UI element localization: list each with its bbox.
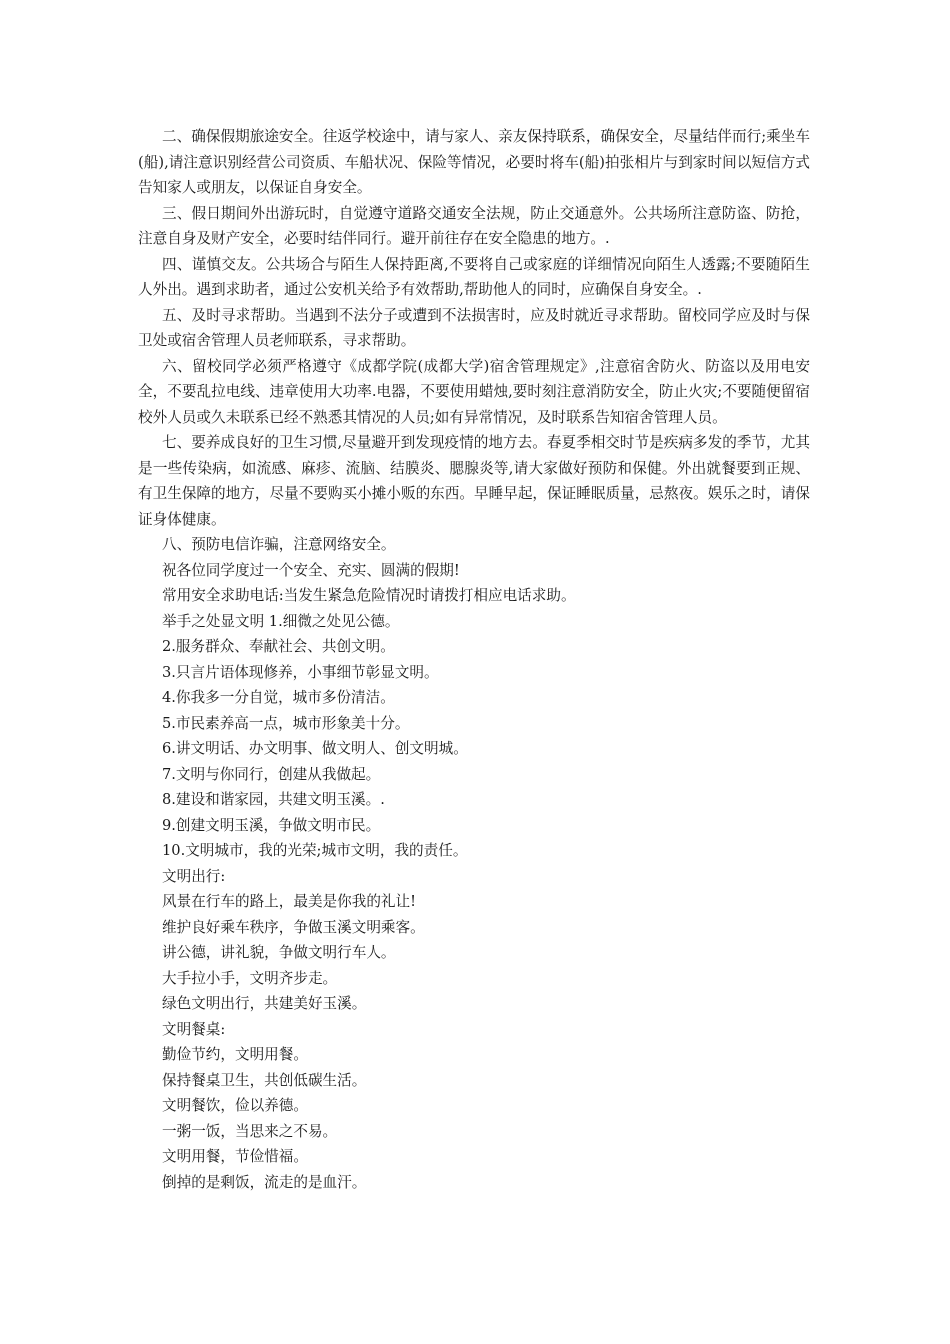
text-line: 5.市民素养高一点，城市形象美十分。: [162, 714, 410, 732]
text-line: 10.文明城市，我的光荣;城市文明，我的责任。: [162, 842, 468, 859]
document-body: [138, 124, 810, 1195]
text-line: 文明用餐，节俭惜福。: [162, 1148, 308, 1165]
paragraph-hygiene: 七、要养成良好的卫生习惯,尽量避开到发现疫情的地方去。春夏季相交时节是疾病多发的季节，尤其是一些传染病，如流感、麻疹、流脑、结膜炎、腮腺炎等,请大家做好预防和保健。外出就餐要到正规、有卫生保障的地方，尽量不要购买小摊小贩的东西。早睡早起，保证睡眠质量，忌熬夜。娱乐之时，请保证身体健康。: [138, 434, 810, 528]
text-line: 风景在行车的路上，最美是你我的礼让!: [162, 893, 416, 910]
text-line: 6.讲文明话、办文明事、做文明人、创文明城。: [162, 740, 468, 757]
text-line: 常用安全求助电话:当发生紧急危险情况时请拨打相应电话求助。: [162, 587, 576, 604]
text-line: 7.文明与你同行，创建从我做起。: [162, 765, 381, 783]
paragraph-dorm-rules: 六、留校同学必须严格遵守《成都学院(成都大学)宿舍管理规定》,注意宿舍防火、防盗以及用电安全，不要乱拉电线、违章使用大功率.电器，不要使用蜡烛,要时刻注意消防安全，防止火灾;不要随便留宿校外人员或久未联系已经不熟悉其情况的人员;如有异常情况，及时联系告知宿舍管理人员。: [138, 357, 810, 426]
text-line: 2.服务群众、奉献社会、共创文明。: [162, 638, 395, 655]
text-line: 讲公德，讲礼貌，争做文明行车人。: [162, 944, 396, 961]
paragraph-outing-safety: 三、假日期间外出游玩时，自觉遵守道路交通安全法规，防止交通意外。公共场所注意防盗、防抢，注意自身及财产安全，必要时结伴同行。避开前往存在安全隐患的地方。.: [138, 204, 810, 247]
text-line: 文明餐饮，俭以养德。: [162, 1097, 308, 1114]
paragraph-travel-safety: 二、确保假期旅途安全。往返学校途中，请与家人、亲友保持联系，确保安全，尽量结伴而行;乘坐车(船),请注意识别经营公司资质、车船状况、保险等情况，必要时将车(船)拍张相片与到家时间以短信方式告知家人或朋友，以保证自身安全。: [138, 128, 810, 196]
text-line: 3.只言片语体现修养，小事细节彰显文明。: [162, 663, 439, 681]
text-line: 八、预防电信诈骗，注意网络安全。: [162, 536, 396, 553]
text-line: 8.建设和谐家园，共建文明玉溪。.: [162, 791, 385, 808]
section-heading: 文明餐桌:: [162, 1020, 226, 1038]
text-line: 大手拉小手，文明齐步走。: [162, 969, 338, 987]
text-line: 绿色文明出行，共建美好玉溪。: [162, 995, 367, 1012]
section-heading: 文明出行:: [162, 867, 226, 885]
text-line: 祝各位同学度过一个安全、充实、圆满的假期!: [162, 561, 460, 579]
text-line: 举手之处显文明 1.细微之处见公德。: [162, 612, 400, 630]
text-line: 勤俭节约，文明用餐。: [162, 1046, 308, 1063]
paragraph-careful-friendship: 四、谨慎交友。公共场合与陌生人保持距离,不要将自己或家庭的详细情况向陌生人透露;不要随陌生人外出。遇到求助者，通过公安机关给予有效帮助,帮助他人的同时，应确保自身安全。.: [138, 255, 810, 298]
text-line: 保持餐桌卫生，共创低碳生活。: [162, 1071, 367, 1089]
text-line: 维护良好乘车秩序，争做玉溪文明乘客。: [162, 918, 425, 936]
text-line: 4.你我多一分自觉，城市多份清洁。: [162, 689, 395, 706]
paragraph-seek-help: 五、及时寻求帮助。当遇到不法分子或遭到不法损害时，应及时就近寻求帮助。留校同学应及时与保卫处或宿舍管理人员老师联系，寻求帮助。: [138, 306, 810, 349]
text-line: 9.创建文明玉溪，争做文明市民。: [162, 816, 381, 834]
text-line: 倒掉的是剩饭，流走的是血汗。: [162, 1173, 367, 1191]
text-line: 一粥一饭，当思来之不易。: [162, 1122, 338, 1140]
